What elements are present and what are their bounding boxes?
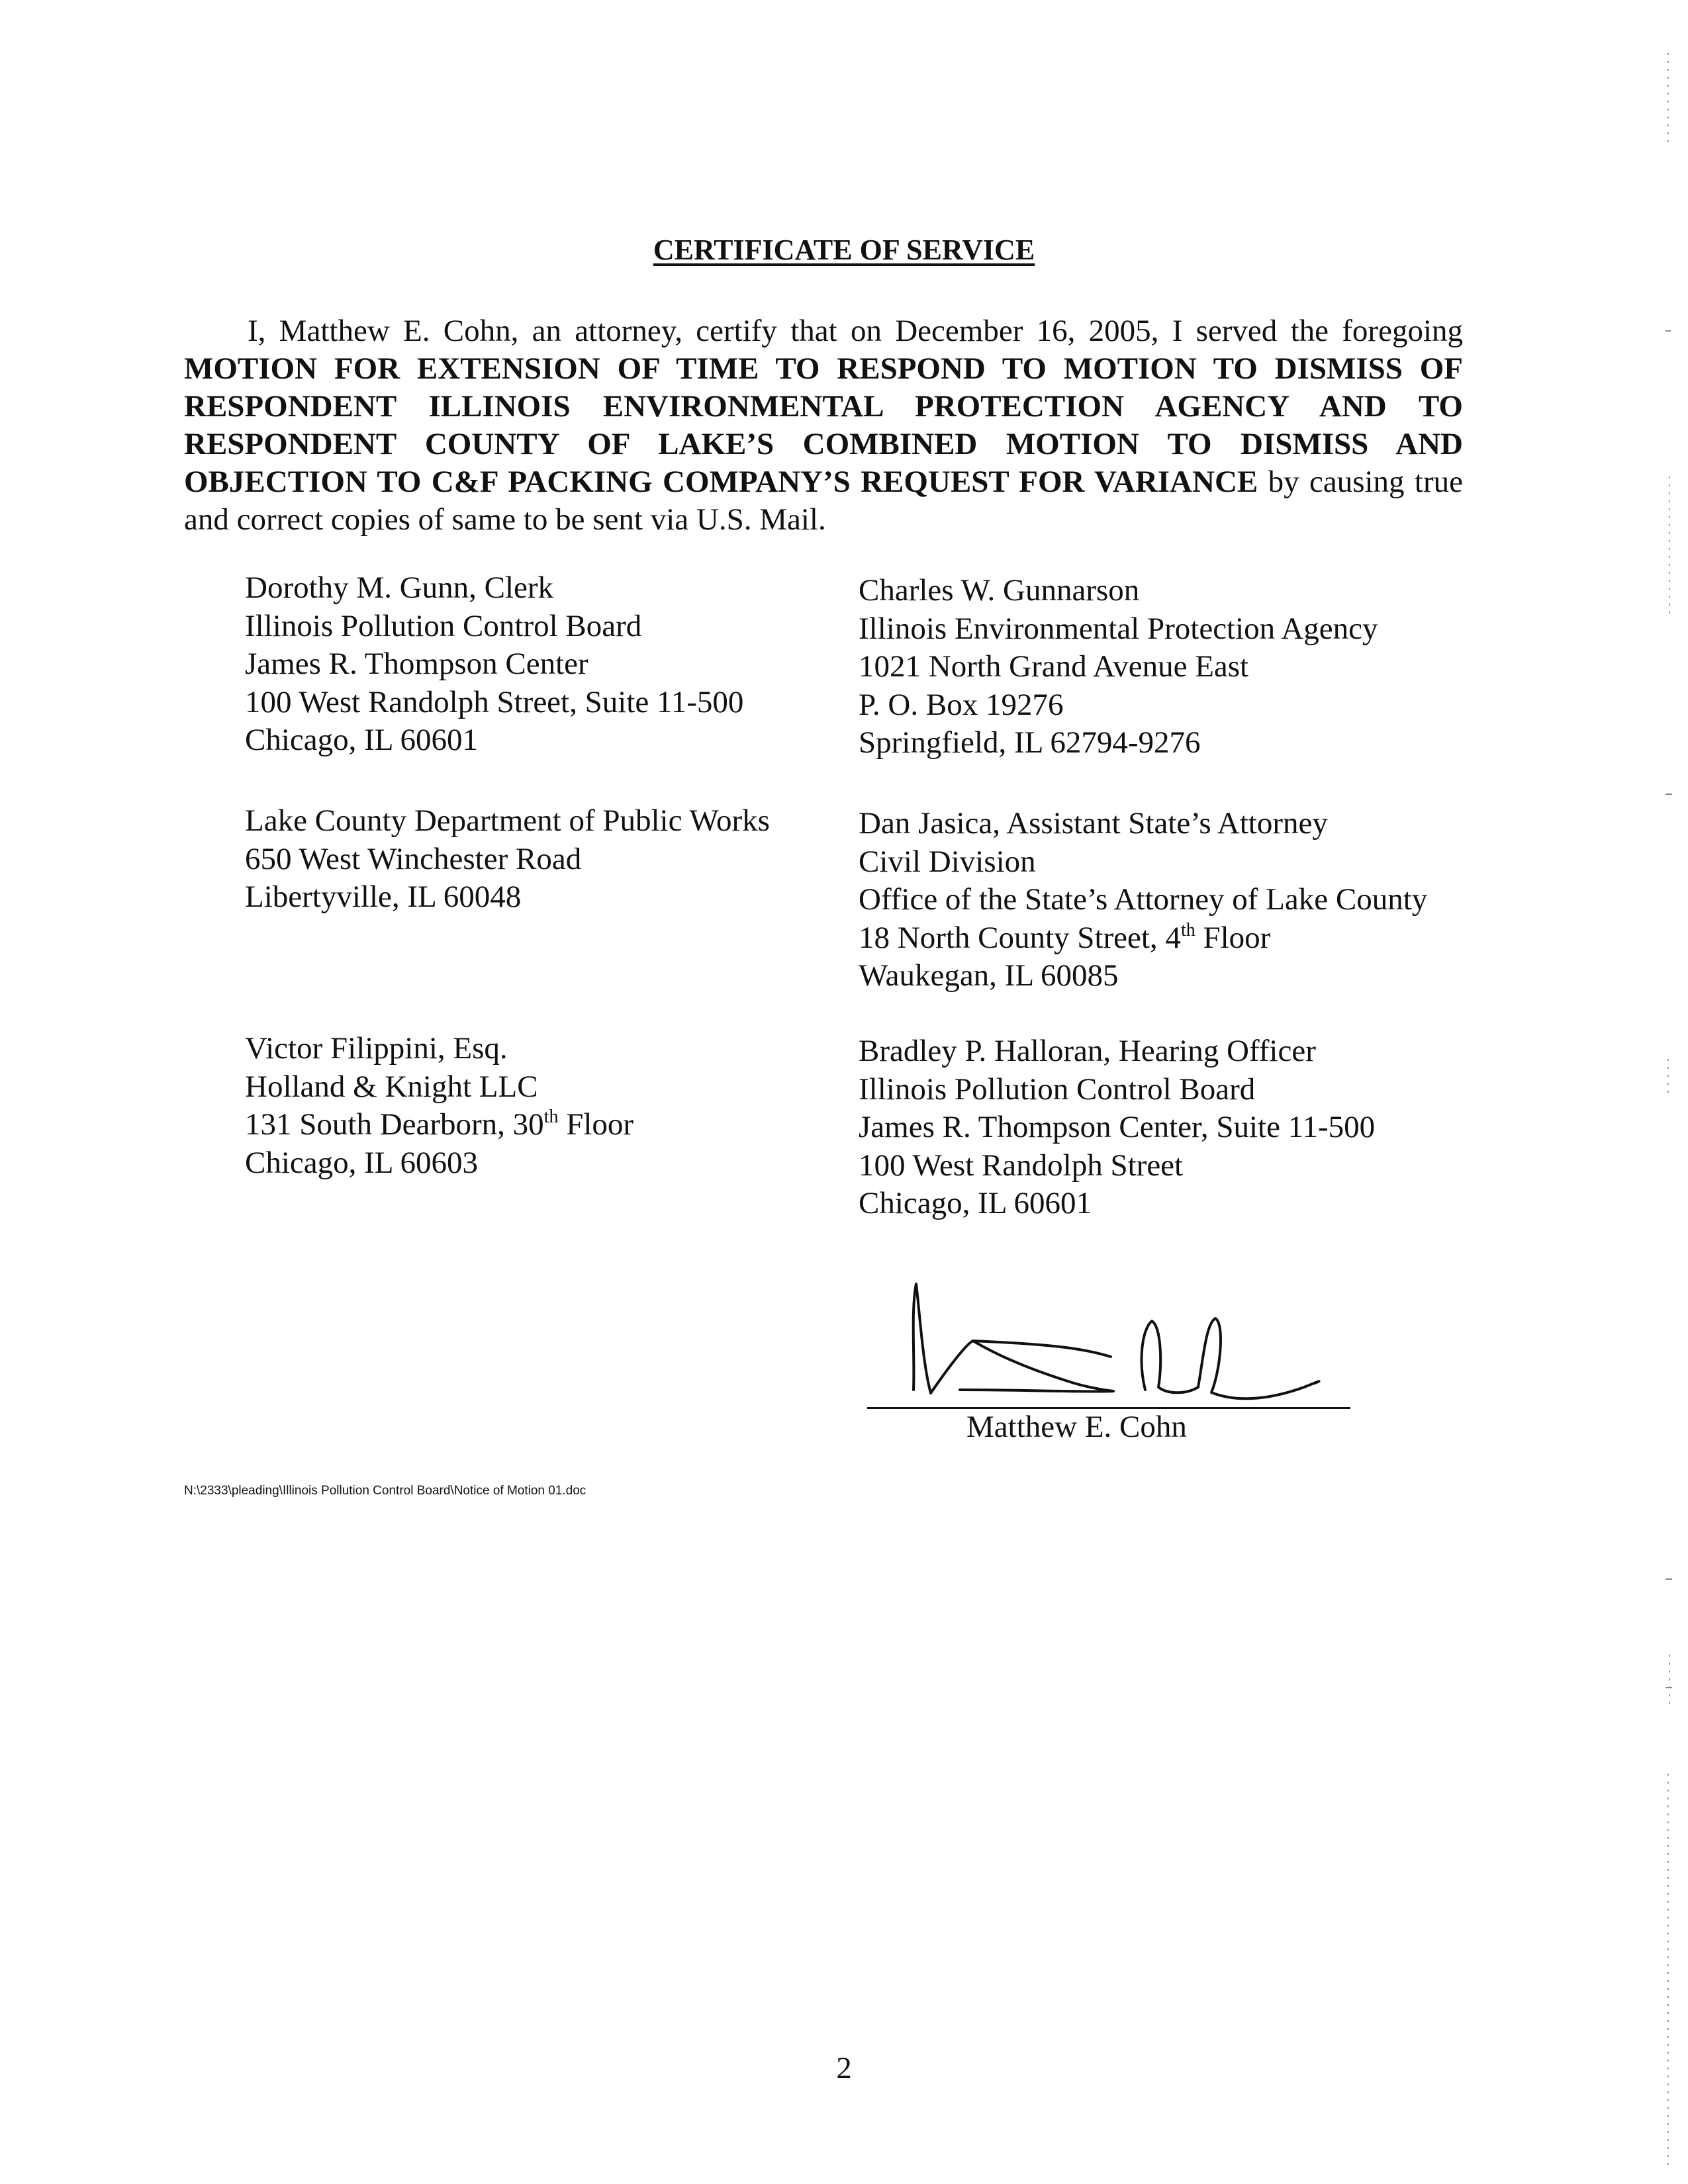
motion-title: MOTION FOR EXTENSION OF TIME TO RESPOND TO MOTION TO DISMISS OF RESPONDENT ILLINOIS ENVIRONMENTAL PROTECTION AGENCY AND TO RESPONDENT COUNTY OF LAKE’S COMBINED MOTION TO DISMISS AND OBJECTION TO C&F PACKING COMPANY’S REQUEST FOR VARIANCE [184, 351, 1463, 499]
address-line: Charles W. Gunnarson [859, 573, 1140, 608]
certification-text-intro: I, Matthew E. Cohn, an attorney, certify that on December 16, 2005, I served the foregoing [248, 314, 1463, 348]
address-line: Chicago, IL 60603 [245, 1145, 478, 1180]
address-line-text: Floor [558, 1107, 634, 1142]
address-line: Holland & Knight LLC [245, 1069, 538, 1104]
address-line: Waukegan, IL 60085 [859, 958, 1119, 993]
address-block-filippini [245, 1030, 633, 1182]
address-line-text: 131 South Dearborn, 30 [245, 1107, 544, 1142]
address-line: Illinois Pollution Control Board [245, 608, 642, 643]
scan-margin-marks [1660, 0, 1680, 2184]
address-line-text: Floor [1195, 920, 1271, 955]
address-line: Bradley P. Halloran, Hearing Officer [859, 1034, 1316, 1068]
address-line: 650 West Winchester Road [245, 841, 582, 876]
address-line: Illinois Environmental Protection Agency [859, 611, 1378, 646]
address-line: Victor Filippini, Esq. [245, 1031, 508, 1066]
address-line: Chicago, IL 60601 [859, 1186, 1092, 1220]
ordinal-suffix: th [543, 1107, 559, 1127]
file-path-footer: N:\2333\pleading\Illinois Pollution Control Board\Notice of Motion 01.doc [184, 1484, 586, 1498]
address-line: 100 West Randolph Street [859, 1148, 1184, 1183]
address-line: Civil Division [859, 844, 1036, 879]
address-line: 1021 North Grand Avenue East [859, 649, 1249, 684]
address-line: Dan Jasica, Assistant State’s Attorney [859, 806, 1328, 841]
address-block-lake-county-dpw [245, 802, 770, 917]
address-line: Chicago, IL 60601 [245, 723, 478, 757]
address-line: 100 West Randolph Street, Suite 11-500 [245, 684, 744, 719]
address-line [859, 919, 1427, 958]
ordinal-suffix: th [1180, 919, 1196, 940]
address-line: Libertyville, IL 60048 [245, 880, 522, 914]
address-line-text: 18 North County Street, 4 [859, 920, 1181, 955]
address-block-gunnarson [859, 572, 1378, 762]
address-line [245, 1106, 633, 1144]
signatory-name: Matthew E. Cohn [966, 1410, 1187, 1444]
page-number: 2 [836, 2051, 852, 2085]
address-line: James R. Thompson Center [245, 647, 588, 681]
address-block-halloran [859, 1032, 1375, 1223]
address-line: Office of the State’s Attorney of Lake County [859, 882, 1428, 917]
address-line: Dorothy M. Gunn, Clerk [245, 570, 554, 605]
address-line: James R. Thompson Center, Suite 11-500 [859, 1110, 1376, 1144]
certification-text-closing: by causing true and correct copies of same to be sent via U.S. Mail. [184, 465, 1463, 537]
address-line: P. O. Box 19276 [859, 687, 1064, 722]
address-line: Illinois Pollution Control Board [859, 1071, 1256, 1107]
certification-paragraph [184, 312, 1463, 539]
document-title: CERTIFICATE OF SERVICE [653, 234, 1035, 266]
address-line: Springfield, IL 62794-9276 [859, 725, 1201, 760]
handwritten-signature [867, 1257, 1364, 1430]
address-line: Lake County Department of Public Works [245, 803, 770, 838]
address-block-jasica [859, 805, 1427, 995]
address-block-gunn [245, 569, 743, 760]
